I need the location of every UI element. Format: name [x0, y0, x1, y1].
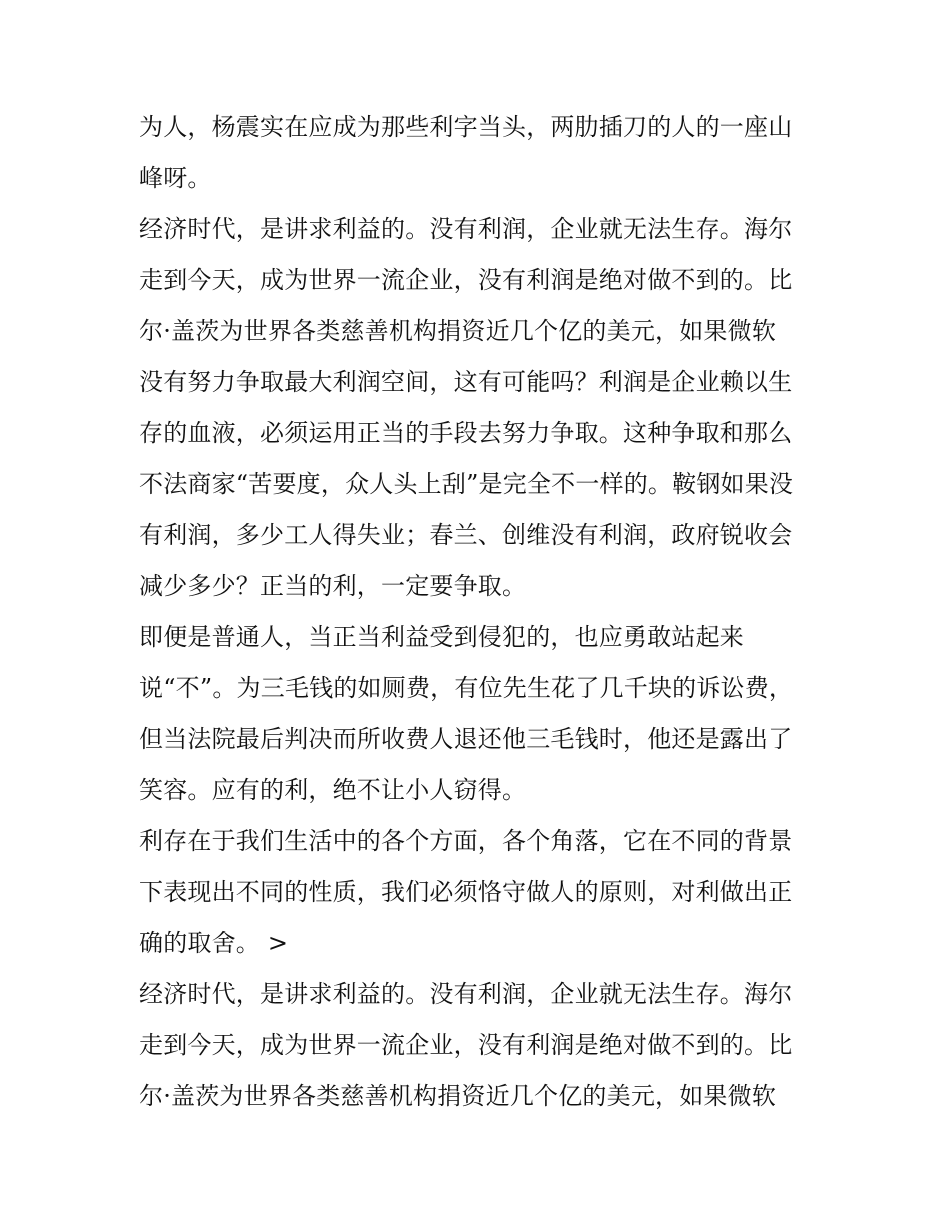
text-line-4: 走到今天，成为世界一流企业，没有利润是绝对做不到的。比: [139, 266, 793, 294]
text-line-1: 为人，杨震实在应成为那些利字当头，两肋插刀的人的一座山: [139, 113, 793, 141]
text-line-2: 峰呀。: [139, 164, 212, 192]
text-line-18: 经济时代，是讲求利益的。没有利润，企业就无法生存。海尔: [139, 980, 793, 1008]
text-line-8: 不法商家“苦要度，众人头上刮”是完全不一样的。鞍钢如果没: [139, 470, 794, 498]
text-line-10: 减少多少？正当的利，一定要争取。: [139, 572, 527, 600]
text-line-5: 尔·盖茨为世界各类慈善机构捐资近几个亿的美元，如果微软: [139, 317, 777, 345]
text-line-11: 即便是普通人，当正当利益受到侵犯的，也应勇敢站起来: [139, 623, 744, 651]
text-line-20: 尔·盖茨为世界各类慈善机构捐资近几个亿的美元，如果微软: [139, 1082, 777, 1110]
document-body: [139, 102, 819, 1122]
text-line-13: 但当法院最后判决而所收费人退还他三毛钱时，他还是露出了: [139, 725, 793, 753]
text-line-6: 没有努力争取最大利润空间，这有可能吗？利润是企业赖以生: [139, 368, 793, 396]
text-line-15: 利存在于我们生活中的各个方面，各个角落，它在不同的背景: [139, 827, 793, 855]
text-line-17: 确的取舍。 >: [139, 929, 289, 957]
text-line-19: 走到今天，成为世界一流企业，没有利润是绝对做不到的。比: [139, 1031, 793, 1059]
text-line-14: 笑容。应有的利，绝不让小人窃得。: [139, 776, 527, 804]
text-line-7: 存的血液，必须运用正当的手段去努力争取。这种争取和那么: [139, 419, 793, 447]
text-line-12: 说“不”。为三毛钱的如厕费，有位先生花了几千块的诉讼费，: [139, 674, 794, 702]
text-line-3: 经济时代，是讲求利益的。没有利润，企业就无法生存。海尔: [139, 215, 793, 243]
text-line-16: 下表现出不同的性质，我们必须恪守做人的原则，对利做出正: [139, 878, 793, 906]
text-line-9: 有利润，多少工人得失业；春兰、创维没有利润，政府锐收会: [139, 521, 793, 549]
